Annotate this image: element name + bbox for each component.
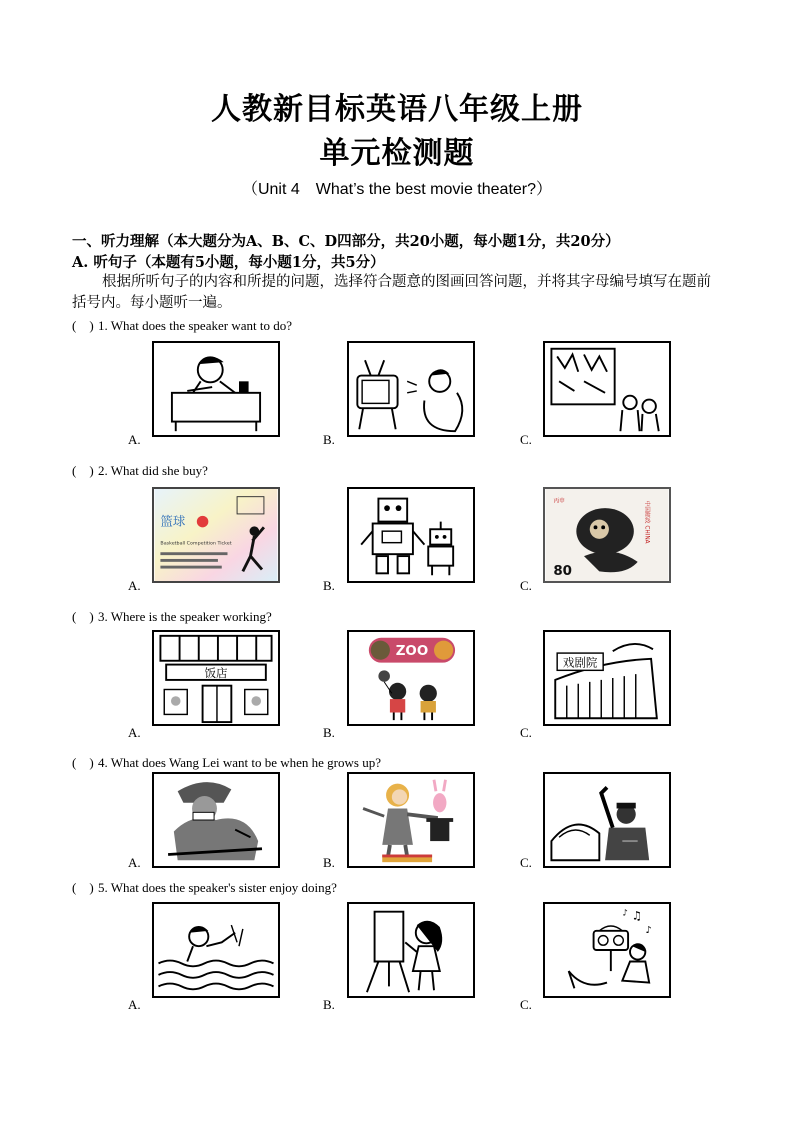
question-1 bbox=[72, 315, 292, 334]
option-label-c: C. bbox=[520, 855, 532, 870]
svg-text:♫: ♫ bbox=[631, 908, 643, 923]
picture-robot-toys[interactable] bbox=[347, 487, 475, 583]
option-label-a: A. bbox=[128, 855, 141, 870]
question-text: 1. What does the speaker want to do? bbox=[98, 318, 292, 333]
svg-text:♪: ♪ bbox=[622, 908, 628, 919]
option-label-b: B. bbox=[323, 997, 335, 1012]
option-label-a: A. bbox=[128, 432, 141, 447]
picture-painting[interactable] bbox=[347, 902, 475, 998]
option-label-a: A. bbox=[128, 578, 141, 593]
picture-pilot[interactable] bbox=[543, 772, 671, 868]
question-5 bbox=[72, 877, 337, 896]
option-label-c: C. bbox=[520, 997, 532, 1012]
question-3 bbox=[72, 606, 272, 625]
question-4 bbox=[72, 752, 381, 771]
question-text: 5. What does the speaker's sister enjoy doing? bbox=[98, 880, 337, 895]
picture-gallery[interactable] bbox=[543, 341, 671, 437]
option-label-b: B. bbox=[323, 578, 335, 593]
theater-sign: 戏剧院 bbox=[562, 655, 598, 670]
picture-theater[interactable] bbox=[543, 630, 671, 726]
answer-bracket[interactable]: ( ) bbox=[72, 318, 94, 333]
picture-swimming[interactable] bbox=[152, 902, 280, 998]
stamp-country: 中国邮政 CHINA bbox=[643, 500, 650, 544]
part-a-heading: A. 听句子（本题有5小题，每小题1分，共5分） bbox=[72, 254, 385, 271]
stamp-value: 80 bbox=[553, 564, 572, 580]
zoo-sign: ZOO bbox=[395, 644, 429, 659]
picture-writing-at-desk[interactable] bbox=[152, 341, 280, 437]
stamp-year: 丙申 bbox=[553, 498, 565, 505]
picture-restaurant[interactable] bbox=[152, 630, 280, 726]
option-label-a: A. bbox=[128, 997, 141, 1012]
picture-monkey-stamp[interactable] bbox=[543, 487, 671, 583]
ticket-subtitle: Basketball Competition Ticket bbox=[160, 541, 232, 547]
option-label-b: B. bbox=[323, 855, 335, 870]
answer-bracket[interactable]: ( ) bbox=[72, 609, 94, 624]
title-line-1: 人教新目标英语八年级上册 bbox=[211, 92, 583, 127]
option-label-c: C. bbox=[520, 578, 532, 593]
ticket-title: 篮球 bbox=[160, 513, 186, 529]
answer-bracket[interactable]: ( ) bbox=[72, 755, 94, 770]
part-a-instruction: 根据所听句子的内容和所提的问题，选择符合题意的图画回答问题，并将其字母编号填写在题前括号内。每小题听一遍。 bbox=[72, 274, 711, 311]
picture-basketball-ticket[interactable] bbox=[152, 487, 280, 583]
answer-bracket[interactable]: ( ) bbox=[72, 463, 94, 478]
subtitle: （Unit 4 What’s the best movie theater?） bbox=[241, 181, 553, 198]
section-1-heading: 一、听力理解（本大题分为A、B、C、D四部分，共20小题，每小题1分，共20分） bbox=[72, 233, 620, 250]
picture-zoo[interactable] bbox=[347, 630, 475, 726]
question-text: 2. What did she buy? bbox=[98, 463, 208, 478]
question-text: 3. Where is the speaker working? bbox=[98, 609, 272, 624]
picture-doctor[interactable] bbox=[152, 772, 280, 868]
option-label-c: C. bbox=[520, 725, 532, 740]
picture-listening-to-music[interactable] bbox=[543, 902, 671, 998]
picture-watching-tv[interactable] bbox=[347, 341, 475, 437]
question-2 bbox=[72, 460, 208, 479]
option-label-b: B. bbox=[323, 725, 335, 740]
title-line-2: 单元检测题 bbox=[319, 136, 475, 171]
answer-bracket[interactable]: ( ) bbox=[72, 880, 94, 895]
option-label-b: B. bbox=[323, 432, 335, 447]
option-label-a: A. bbox=[128, 725, 141, 740]
svg-text:♪: ♪ bbox=[645, 924, 652, 936]
question-text: 4. What does Wang Lei want to be when he grows up? bbox=[98, 755, 381, 770]
option-label-c: C. bbox=[520, 432, 532, 447]
picture-magician[interactable] bbox=[347, 772, 475, 868]
restaurant-sign: 饭店 bbox=[204, 666, 228, 681]
